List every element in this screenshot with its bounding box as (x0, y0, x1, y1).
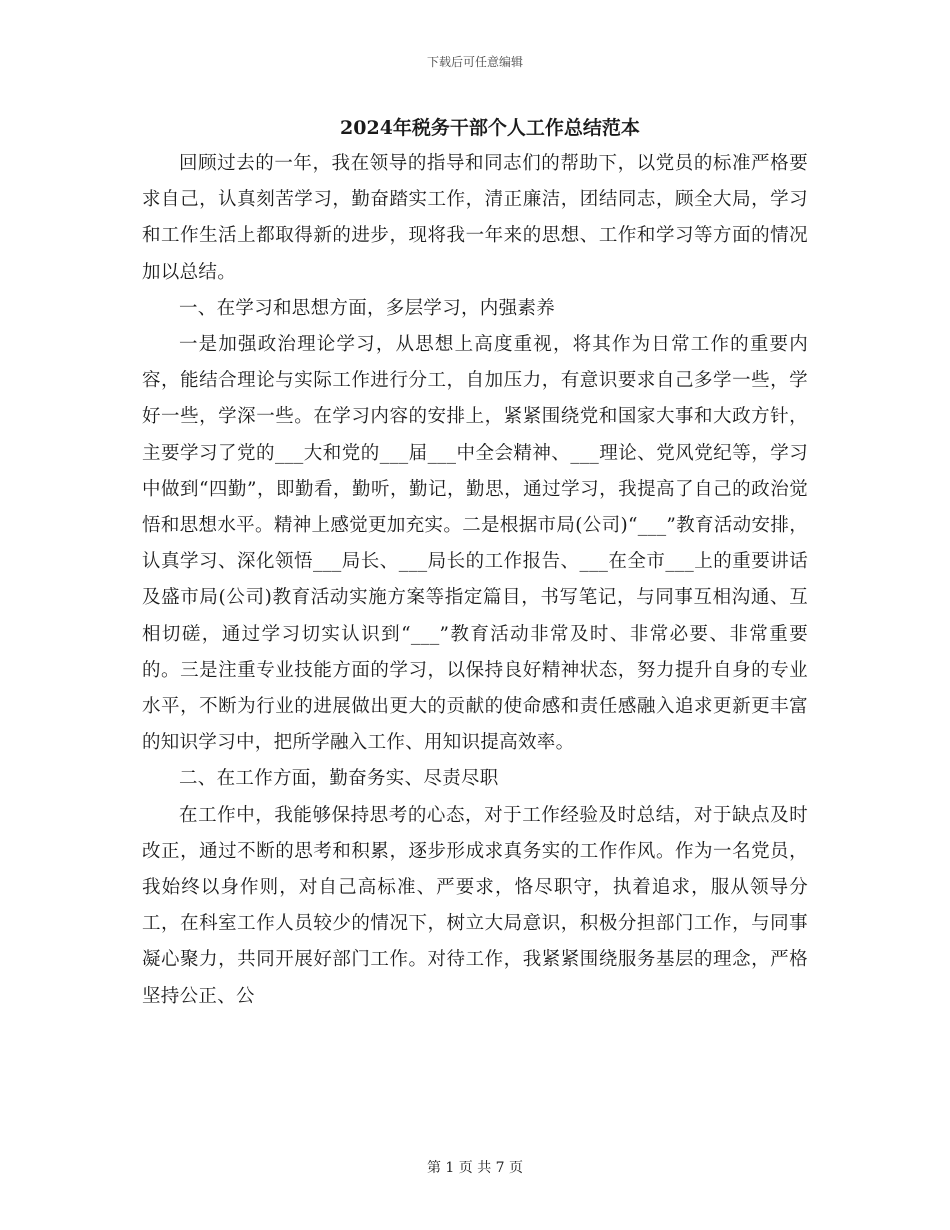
section-heading-work: 二、在工作方面，勤奋务实、尽责尽职 (179, 768, 499, 790)
download-note: 下载后可任意编辑 (426, 55, 523, 69)
page-number: 第 1 页 共 7 页 (426, 1160, 524, 1176)
section-heading-study: 一、在学习和思想方面，多层学习，内强素养 (179, 297, 556, 319)
paragraph-intro: 回顾过去的一年，我在领导的指导和同志们的帮助下，以党员的标准严格要求自己，认真刻苦学习，勤奋踏实工作，清正廉洁，团结同志，顾全大局，学习和工作生活上都取得新的进步，现将我一年来的思想、工作和学习等方面的情况加以总结。 (142, 153, 808, 283)
document-title: 2024年税务干部个人工作总结范本 (340, 117, 640, 139)
document-body (142, 110, 808, 1015)
paragraph-work: 在工作中，我能够保持思考的心态，对于工作经验及时总结，对于缺点及时改正，通过不断的思考和积累，逐步形成求真务实的工作作风。作为一名党员，我始终以身作则，对自己高标准、严要求，恪尽职守，执着追求，服从领导分工，在科室工作人员较少的情况下，树立大局意识，积极分担部门工作，与同事凝心聚力，共同开展好部门工作。对待工作，我紧紧围绕服务基层的理念，严格坚持公正、公 (142, 804, 808, 1007)
paragraph-study: 一是加强政治理论学习，从思想上高度重视，将其作为日常工作的重要内容，能结合理论与实际工作进行分工，自加压力，有意识要求自己多学一些，学好一些，学深一些。在学习内容的安排上，紧紧围绕党和国家大事和大政方针，主要学习了党的___大和党的___届___中全会精神、___理论、党风党纪等，学习中做到“四勤”，即勤看，勤听，勤记，勤思，通过学习，我提高了自己的政治觉悟和思想水平。精神上感觉更加充实。二是根据市局(公司)“___”教育活动安排，认真学习、深化领悟___局长、___局长的工作报告、___在全市___上的重要讲话及盛市局(公司)教育活动实施方案等指定篇目，书写笔记，与同事互相沟通、互相切磋，通过学习切实认识到“___”教育活动非常及时、非常必要、非常重要的。三是注重专业技能方面的学习，以保持良好精神状态，努力提升自身的专业水平，不断为行业的进展做出更大的贡献的使命感和责任感融入追求更新更丰富的知识学习中，把所学融入工作、用知识提高效率。 (142, 334, 808, 754)
